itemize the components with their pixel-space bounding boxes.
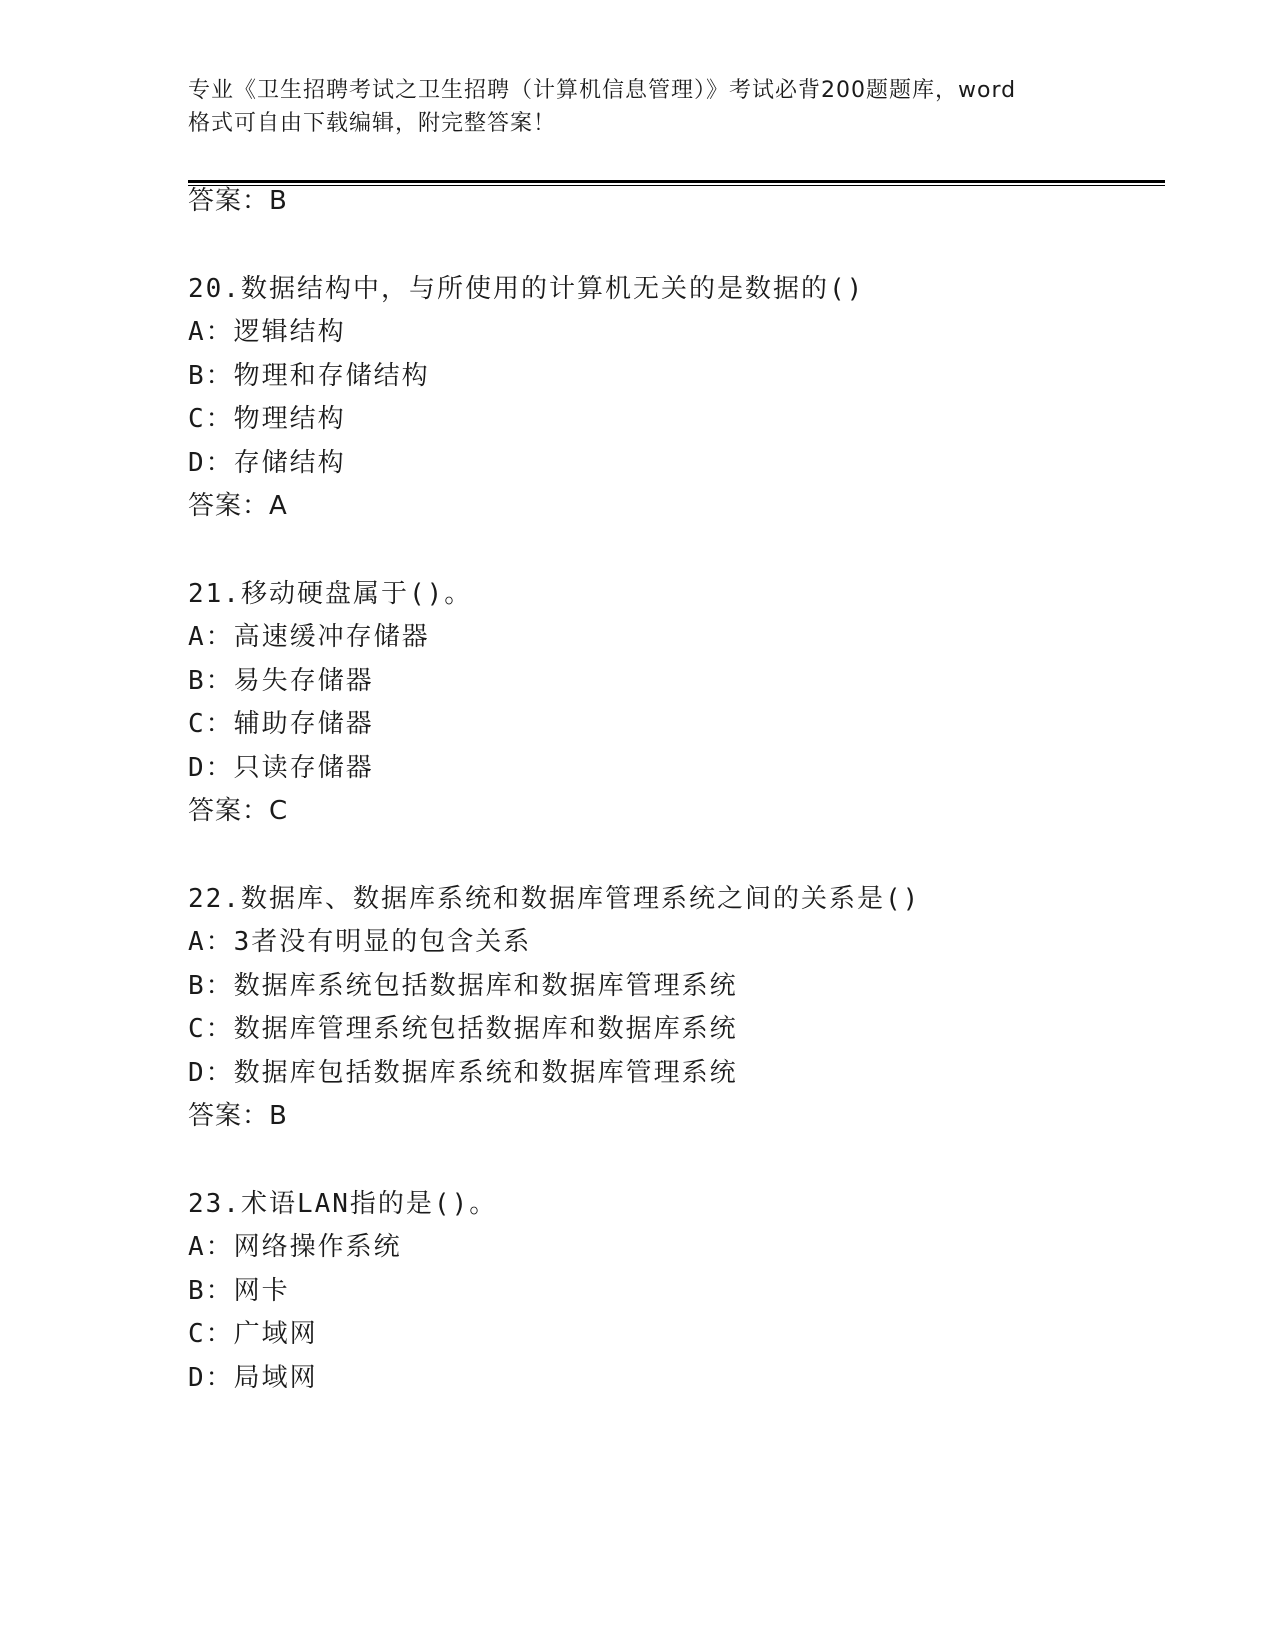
header-line-1: 专业《卫生招聘考试之卫生招聘（计算机信息管理）》考试必背200题题库，word [188, 78, 1017, 103]
question-option: B：易失存储器 [188, 666, 374, 696]
question-option: A：3者没有明显的包含关系 [188, 927, 532, 957]
question-stem: 23.术语LAN指的是()。 [188, 1189, 498, 1219]
question-stem: 22.数据库、数据库系统和数据库管理系统之间的关系是() [188, 884, 921, 914]
question-option: D：局域网 [188, 1363, 318, 1393]
question-option: B：网卡 [188, 1276, 290, 1306]
answer-line: 答案：B [188, 1101, 288, 1131]
question-stem: 20.数据结构中，与所使用的计算机无关的是数据的() [188, 274, 865, 304]
document-header [188, 74, 1088, 140]
question-option: D：只读存储器 [188, 753, 374, 783]
answer-line: 答案：C [188, 796, 289, 826]
question-stem: 21.移动硬盘属于()。 [188, 579, 473, 609]
question-option: C：广域网 [188, 1319, 318, 1349]
answer-line: 答案：B [188, 186, 288, 216]
question-option: A：高速缓冲存储器 [188, 622, 430, 652]
header-rule-thick [188, 180, 1165, 183]
header-rule-thin [188, 185, 1165, 186]
question-option: C：物理结构 [188, 404, 346, 434]
question-option: C：辅助存储器 [188, 709, 374, 739]
question-option: A：逻辑结构 [188, 317, 346, 347]
question-option: D：数据库包括数据库系统和数据库管理系统 [188, 1058, 738, 1088]
header-line-2: 格式可自由下载编辑，附完整答案！ [188, 111, 557, 136]
question-option: A：网络操作系统 [188, 1232, 402, 1262]
question-option: B：物理和存储结构 [188, 361, 430, 391]
answer-line: 答案：A [188, 491, 288, 521]
question-option: D：存储结构 [188, 448, 346, 478]
question-option: C：数据库管理系统包括数据库和数据库系统 [188, 1014, 738, 1044]
question-option: B：数据库系统包括数据库和数据库管理系统 [188, 971, 738, 1001]
